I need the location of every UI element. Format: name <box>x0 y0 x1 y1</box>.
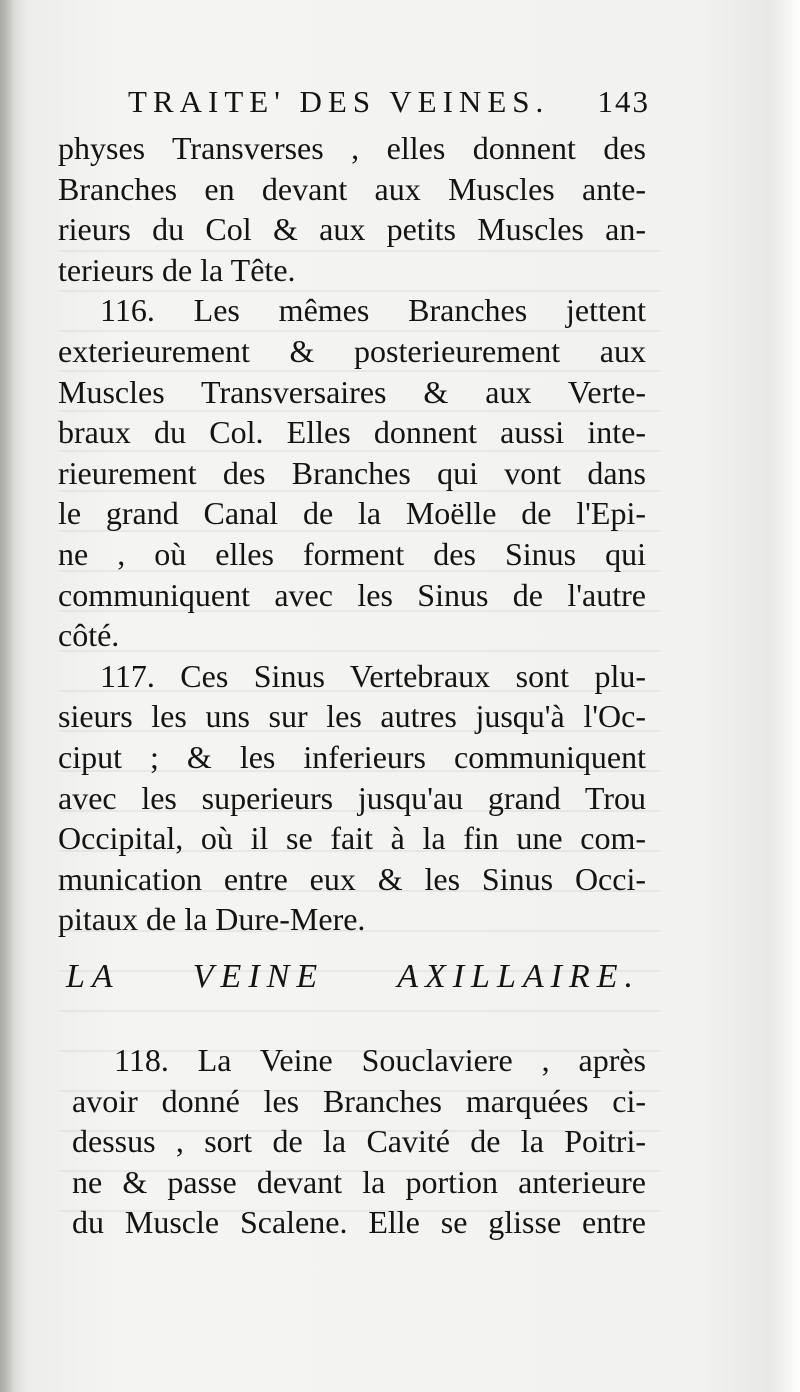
section-heading: LA VEINE AXILLAIRE. <box>66 958 640 995</box>
text-line: physes Transverses , elles donnent des <box>58 130 646 166</box>
header-title: TRAITE' DES VEINES. <box>128 84 550 119</box>
text-line: Muscles Transversaires & aux Verte- <box>58 373 646 410</box>
text-line: côté. <box>58 617 120 654</box>
text-line: munication entre eux & les Sinus Occi- <box>58 860 646 897</box>
text-line: avoir donné les Branches marquées ci- <box>72 1082 646 1119</box>
text-line: pitaux de la Dure-Mere. <box>58 901 366 938</box>
text-line: Occipital, où il se fait à la fin une com- <box>58 820 646 857</box>
page-number: 143 <box>597 84 650 119</box>
text-line: rieurement des Branches qui vont dans <box>58 454 646 491</box>
body-text-lower <box>72 1040 646 1243</box>
text-line: avec les superieurs jusqu'au grand Trou <box>58 779 646 816</box>
text-line: Branches en devant aux Muscles ante- <box>58 170 646 207</box>
text-line: du Muscle Scalene. Elle se glisse entre <box>72 1204 646 1241</box>
body-text-upper <box>58 128 646 940</box>
running-header <box>128 84 648 120</box>
text-line: sieurs les uns sur les autres jusqu'à l'Oc- <box>58 698 646 735</box>
text-line: communiquent avec les Sinus de l'autre <box>58 576 646 613</box>
text-line: ne , où elles forment des Sinus qui <box>58 535 646 572</box>
text-line: terieurs de la Tête. <box>58 251 296 288</box>
text-line: rieurs du Col & aux petits Muscles an- <box>58 211 646 248</box>
text-line: exterieurement & posterieurement aux <box>58 332 646 369</box>
paragraph-117-start: 117. Ces Sinus Vertebraux sont plu- <box>100 657 646 694</box>
text-line: ne & passe devant la portion anterieure <box>72 1163 646 1200</box>
paragraph-116-start: 116. Les mêmes Branches jettent <box>100 292 646 329</box>
text-line: dessus , sort de la Cavité de la Poitri- <box>72 1123 646 1160</box>
paragraph-118-start: 118. La Veine Souclaviere , après <box>114 1042 646 1078</box>
text-line: le grand Canal de la Moëlle de l'Epi- <box>58 495 646 532</box>
page-gutter-shadow <box>0 0 14 1392</box>
text-line: braux du Col. Elles donnent aussi inte- <box>58 414 646 451</box>
text-line: ciput ; & les inferieurs communiquent <box>58 738 646 775</box>
